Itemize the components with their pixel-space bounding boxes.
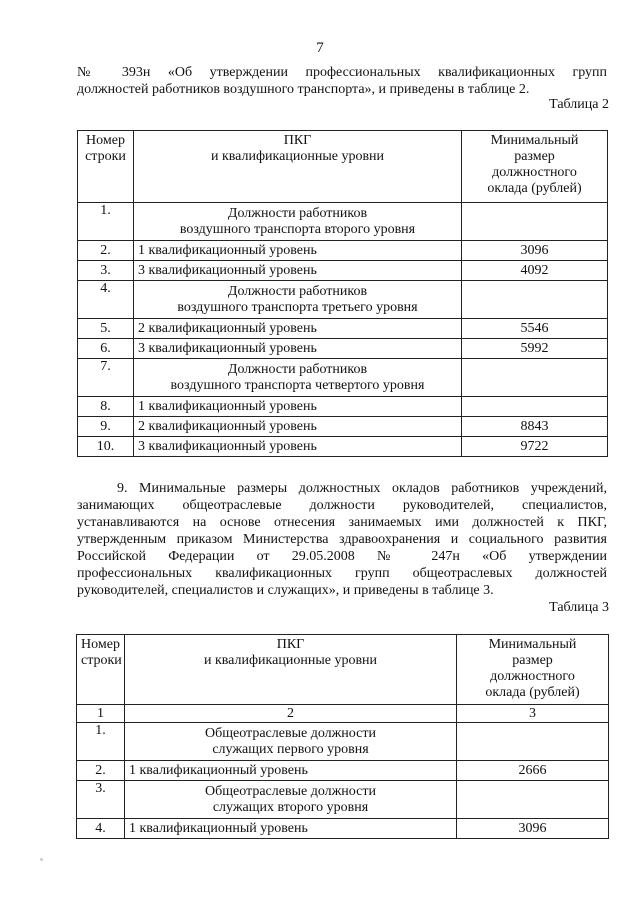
cell-text: воздушного транспорта третьего уровня [177,299,418,315]
table-row [77,723,609,761]
salary-value-cell [462,397,608,417]
index-cell: 2 [125,705,457,723]
header-pkg [125,635,457,705]
group-title-cell [134,281,462,319]
table-header-row [78,131,608,203]
cell-text: служащих первого уровня [212,741,369,757]
table-index-row [77,705,609,723]
intro-paragraph [77,64,607,98]
table-row [78,319,608,339]
header-text: Минимальный [488,637,577,652]
table-row [78,261,608,281]
table-row [78,397,608,417]
header-text: и квалификационные уровни [203,653,378,668]
salary-value-cell: 3096 [457,819,609,839]
row-number-cell: 3. [78,261,134,281]
table-3 [76,634,609,839]
header-text: ПКГ [283,133,312,148]
cell-text: 2 квалификационный уровень [138,418,317,434]
salary-value-cell: 8843 [462,417,608,437]
header-min-salary [462,131,608,203]
row-number-cell: 4. [77,819,125,839]
cell-text: 3 квалификационный уровень [138,340,317,356]
paragraph-9 [77,480,607,599]
header-text: оклада (рублей) [487,181,582,196]
cell-text: служащих второго уровня [212,799,369,815]
header-text: размер [514,149,555,164]
cell-text: 3 квалификационный уровень [138,438,317,454]
table-row [78,359,608,397]
paragraph-line: занимающих общеотраслевые должности руководителей, специалистов, [77,498,607,513]
paragraph-line: профессиональных квалификационных групп общеотраслевых должностей [77,566,607,581]
table-row [78,281,608,319]
table-row [78,241,608,261]
cell-text: 2 квалификационный уровень [138,320,317,336]
header-pkg [134,131,462,203]
table-row [78,339,608,359]
row-number-cell: 4. [78,281,134,319]
level-cell [134,319,462,339]
paragraph-line: руководителей, специалистов и служащих», и приведены в таблице 3. [77,583,494,598]
cell-text: Общеотраслевые должности [205,725,376,741]
intro-line: № 393н «Об утверждении профессиональных квалификационных групп [77,65,607,80]
row-number-cell: 9. [78,417,134,437]
header-text: размер [512,653,553,668]
level-cell [134,261,462,281]
salary-value-cell [462,281,608,319]
cell-text: Должности работников [227,283,368,299]
level-cell [134,397,462,417]
scan-dot [40,858,43,861]
row-number-cell: 5. [78,319,134,339]
table-row [78,203,608,241]
row-number-cell: 6. [78,339,134,359]
level-cell [125,761,457,781]
table-row [78,437,608,457]
salary-value-cell: 9722 [462,437,608,457]
salary-value-cell: 5992 [462,339,608,359]
level-cell [125,819,457,839]
salary-value-cell [462,203,608,241]
header-text: оклада (рублей) [485,685,580,700]
salary-value-cell: 3096 [462,241,608,261]
header-text: должностного [492,165,577,180]
row-number-cell: 1. [78,203,134,241]
row-number-cell: 7. [78,359,134,397]
header-text: Номер [86,133,125,148]
header-text: и квалификационные уровни [210,149,385,164]
cell-text: воздушного транспорта второго уровня [179,221,416,237]
cell-text: 1 квалификационный уровень [129,820,308,836]
paragraph-line: 9. Минимальные размеры должностных окладов работников учреждений, [117,481,607,496]
cell-text: Должности работников [227,361,368,377]
level-cell [134,437,462,457]
table-row [77,761,609,781]
table-row [77,819,609,839]
paragraph-line: устанавливаются на основе отнесения занимаемых ими должностей к ПКГ, [77,515,607,530]
salary-value-cell: 2666 [457,761,609,781]
level-cell [134,417,462,437]
index-cell: 1 [77,705,125,723]
header-text: должностного [490,669,575,684]
header-text: строки [85,149,126,164]
group-title-cell [134,359,462,397]
header-text: Минимальный [490,133,579,148]
header-row-number [78,131,134,203]
group-title-cell [125,781,457,819]
table-2 [77,130,608,457]
header-row-number [77,635,125,705]
table3-caption: Таблица 3 [549,600,609,615]
row-number-cell: 1. [77,723,125,761]
header-min-salary [457,635,609,705]
table-header-row [77,635,609,705]
header-text: Номер [81,637,120,652]
group-title-cell [125,723,457,761]
cell-text: воздушного транспорта четвертого уровня [170,377,425,393]
intro-line: должностей работников воздушного транспорта», и приведены в таблице 2. [77,82,530,97]
row-number-cell: 10. [78,437,134,457]
table-row [78,417,608,437]
row-number-cell: 8. [78,397,134,417]
cell-text: Общеотраслевые должности [205,783,376,799]
table2-caption: Таблица 2 [549,97,609,112]
cell-text: 1 квалификационный уровень [138,242,317,258]
cell-text: 3 квалификационный уровень [138,262,317,278]
salary-value-cell: 4092 [462,261,608,281]
row-number-cell: 3. [77,781,125,819]
index-cell: 3 [457,705,609,723]
header-text: строки [81,653,122,668]
level-cell [134,241,462,261]
cell-text: 1 квалификационный уровень [129,762,308,778]
row-number-cell: 2. [77,761,125,781]
cell-text: Должности работников [227,205,368,221]
level-cell [134,339,462,359]
paragraph-line: утвержденным приказом Министерства здравоохранения и социального развития [77,532,607,547]
table-row [77,781,609,819]
paragraph-line: Российской Федерации от 29.05.2008 № 247н «Об утверждении [77,549,607,564]
salary-value-cell [457,723,609,761]
cell-text: 1 квалификационный уровень [138,398,317,414]
salary-value-cell [457,781,609,819]
page-number: 7 [316,40,324,56]
row-number-cell: 2. [78,241,134,261]
salary-value-cell: 5546 [462,319,608,339]
header-text: ПКГ [276,637,305,652]
group-title-cell [134,203,462,241]
salary-value-cell [462,359,608,397]
